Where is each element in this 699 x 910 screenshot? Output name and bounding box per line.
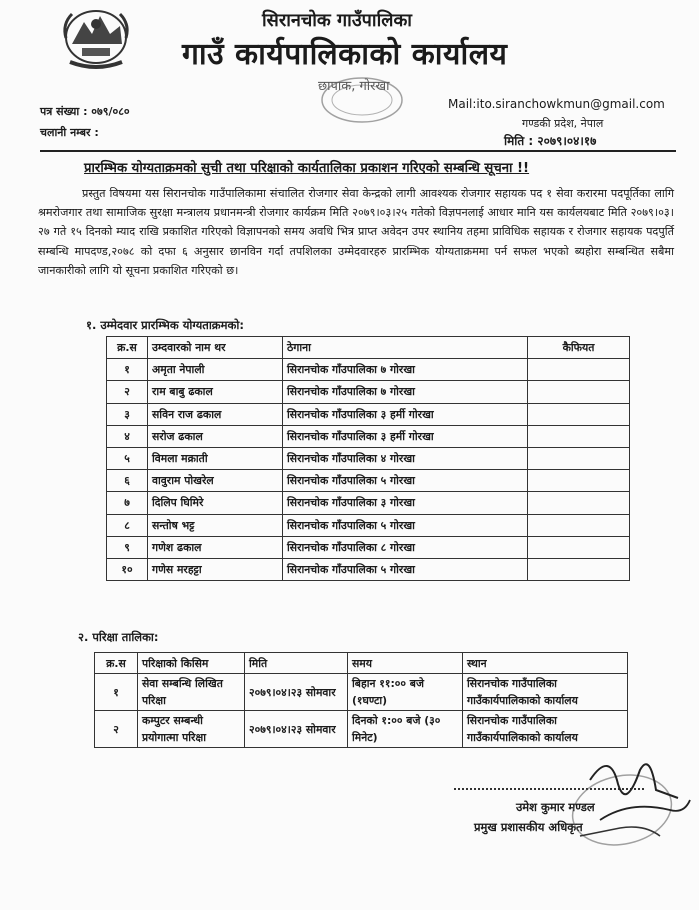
body-text: प्रस्तुत विषयमा यस सिरानचोक गाउँपालिकामा संचालित रोजगार सेवा केन्द्रको लागी आवश्यक रोजगार सहायक पद १ सेवा करारमा पदपूर्तिका लागि श्रमरोजगार तथा सामाजिक सुरक्षा मन्त्रालय प्रधानमन्त्री रोजगार कार्यक्रम मिति २०७९।०३।२५ गतेको विज्ञपनलाई आधार मानि यस कार्यलयबाट मिति २०७९।०३।२७ गते १५ दिनको म्याद राखि प्रकाशित गरिएको विज्ञापनको समय अवधि भित्र प्राप्त अवेदन उपर स्थानिय तहमा प्राविधिक सहायक र रोजगार सहायक पदपुर्ति सम्बन्धि मापदण्ड,२०७८ को दफा ६ अनुसार छानविन गर्दा तपशिलका उम्मेदवारहरु प्रारम्भिक योग्यताक्रममा पर्न सफल भएको ब्यहोरा सम्बन्धित सबैमा जानकारीको लागि यो सूचना प्रकाशित गरिएको छ। xyxy=(38,187,674,277)
table-row xyxy=(107,558,630,580)
cell-address: सिरानचोक गाँउपालिका ५ गोरखा xyxy=(283,558,528,580)
cell-sn: ४ xyxy=(107,425,148,447)
cell-name: विमला मक्राती xyxy=(148,447,283,469)
cell-address: सिरानचोक गाँउपालिका ५ गोरखा xyxy=(283,514,528,536)
cell-time: दिनको १:०० बजे (३० मिनेट) xyxy=(348,711,463,748)
col-name: उम्दवारको नाम थर xyxy=(148,337,283,359)
exam-schedule-table xyxy=(94,652,628,748)
notice-body xyxy=(38,184,674,280)
email: Mail:ito.siranchowkmun@gmail.com xyxy=(448,97,665,111)
table-row xyxy=(107,536,630,558)
cell-exam-type: कम्पुटर सम्बन्धी प्रयोगात्मा परिक्षा xyxy=(138,711,245,748)
col-sn: क्र.स xyxy=(95,653,138,674)
cell-remarks xyxy=(528,381,630,403)
office-stamp-icon xyxy=(300,60,450,128)
cell-address: सिरानचोक गाँउपालिका ५ गोरखा xyxy=(283,470,528,492)
cell-address: सिरानचोक गाँउपालिका ३ गोरखा xyxy=(283,492,528,514)
table-row xyxy=(107,470,630,492)
cell-name: वावुराम पोखरेल xyxy=(148,470,283,492)
handwritten-signature-icon xyxy=(560,740,696,860)
cell-address: सिरानचोक गाँउपालिका ३ हर्मी गोरखा xyxy=(283,425,528,447)
signatory-title: प्रमुख प्रशासकीय अधिकृत xyxy=(474,820,583,834)
cell-address: सिरानचोक गाँउपालिका ३ हर्मी गोरखा xyxy=(283,403,528,425)
cell-name: गणेश ढकाल xyxy=(148,536,283,558)
col-remarks: कैफियत xyxy=(528,337,630,359)
table-row xyxy=(95,711,628,748)
cell-sn: १० xyxy=(107,558,148,580)
section2-heading: २. परिक्षा तालिका: xyxy=(78,630,159,644)
table-row xyxy=(107,425,630,447)
table-row xyxy=(107,447,630,469)
office-title: गाउँ कार्यपालिकाको कार्यालय xyxy=(182,37,508,72)
cell-name: गणेस मरहट्टा xyxy=(148,558,283,580)
notice-subject: प्रारम्भिक योग्यताक्रमको सुची तथा परिक्षाको कार्यतालिका प्रकाशन गरिएको सम्बन्धि सूचना !! xyxy=(84,161,530,176)
cell-time: बिहान ११:०० बजे (१घण्टा) xyxy=(348,674,463,711)
cell-address: सिरानचोक गाँउपालिका ८ गोरखा xyxy=(283,536,528,558)
office-subtitle: छापाक, गोरखा xyxy=(318,79,390,94)
col-date: मिति xyxy=(245,653,348,674)
table-row xyxy=(107,381,630,403)
col-exam-type: परिक्षाको किसिम xyxy=(138,653,245,674)
issue-date: मिति : २०७९।०४।१७ xyxy=(504,134,597,148)
cell-remarks xyxy=(528,403,630,425)
nepal-emblem-icon xyxy=(58,4,134,74)
table-row xyxy=(107,492,630,514)
cell-remarks xyxy=(528,514,630,536)
cell-remarks xyxy=(528,492,630,514)
dispatch-number: चलानी नम्बर : xyxy=(40,126,99,139)
cell-name: सन्तोष भट्ट xyxy=(148,514,283,536)
cell-name: सविन राज ढकाल xyxy=(148,403,283,425)
cell-exam-type: सेवा सम्बन्धि लिखित परिक्षा xyxy=(138,674,245,711)
table-header-row xyxy=(95,653,628,674)
col-time: समय xyxy=(348,653,463,674)
cell-sn: ८ xyxy=(107,514,148,536)
cell-remarks xyxy=(528,536,630,558)
col-venue: स्थान xyxy=(463,653,628,674)
table-row xyxy=(107,359,630,381)
cell-remarks xyxy=(528,447,630,469)
cell-date: २०७९।०४।२३ सोमवार xyxy=(245,711,348,748)
cell-remarks xyxy=(528,470,630,492)
cell-remarks xyxy=(528,558,630,580)
cell-address: सिरानचोक गाँउपालिका ७ गोरखा xyxy=(283,359,528,381)
header-divider xyxy=(40,150,676,152)
cell-sn: ५ xyxy=(107,447,148,469)
cell-remarks xyxy=(528,359,630,381)
municipality-name: सिरानचोक गाउँपालिका xyxy=(262,10,412,31)
cell-sn: ९ xyxy=(107,536,148,558)
cell-sn: १ xyxy=(107,359,148,381)
table-header-row xyxy=(107,337,630,359)
section1-heading: १. उम्मेदवार प्रारम्भिक योग्यताक्रमको: xyxy=(86,318,244,332)
cell-remarks xyxy=(528,425,630,447)
cell-venue: सिरानचोक गाउँपालिका गाउँकार्यपालिकाको कार्यालय xyxy=(463,711,628,748)
cell-sn: ६ xyxy=(107,470,148,492)
table-row xyxy=(95,674,628,711)
cell-name: अमृता नेपाली xyxy=(148,359,283,381)
signatory-name: उमेश कुमार मण्डल xyxy=(516,800,595,814)
letter-number: पत्र संख्या : ०७९/०८० xyxy=(40,105,130,118)
cell-venue: सिरानचोक गाउँपालिका गाउँकार्यपालिकाको कार्यालय xyxy=(463,674,628,711)
province: गण्डकी प्रदेश, नेपाल xyxy=(522,117,604,130)
cell-sn: ३ xyxy=(107,403,148,425)
cell-address: सिरानचोक गाँउपालिका ७ गोरखा xyxy=(283,381,528,403)
cell-date: २०७९।०४।२३ सोमवार xyxy=(245,674,348,711)
cell-address: सिरानचोक गाँउपालिका ४ गोरखा xyxy=(283,447,528,469)
candidate-table xyxy=(106,336,630,581)
col-sn: क्र.स xyxy=(107,337,148,359)
cell-name: सरोज ढकाल xyxy=(148,425,283,447)
cell-name: दिलिप घिमिरे xyxy=(148,492,283,514)
cell-name: राम बाबु ढकाल xyxy=(148,381,283,403)
cell-sn: १ xyxy=(95,674,138,711)
cell-sn: २ xyxy=(107,381,148,403)
table-row xyxy=(107,403,630,425)
cell-sn: ७ xyxy=(107,492,148,514)
table-row xyxy=(107,514,630,536)
cell-sn: २ xyxy=(95,711,138,748)
col-address: ठेगाना xyxy=(283,337,528,359)
